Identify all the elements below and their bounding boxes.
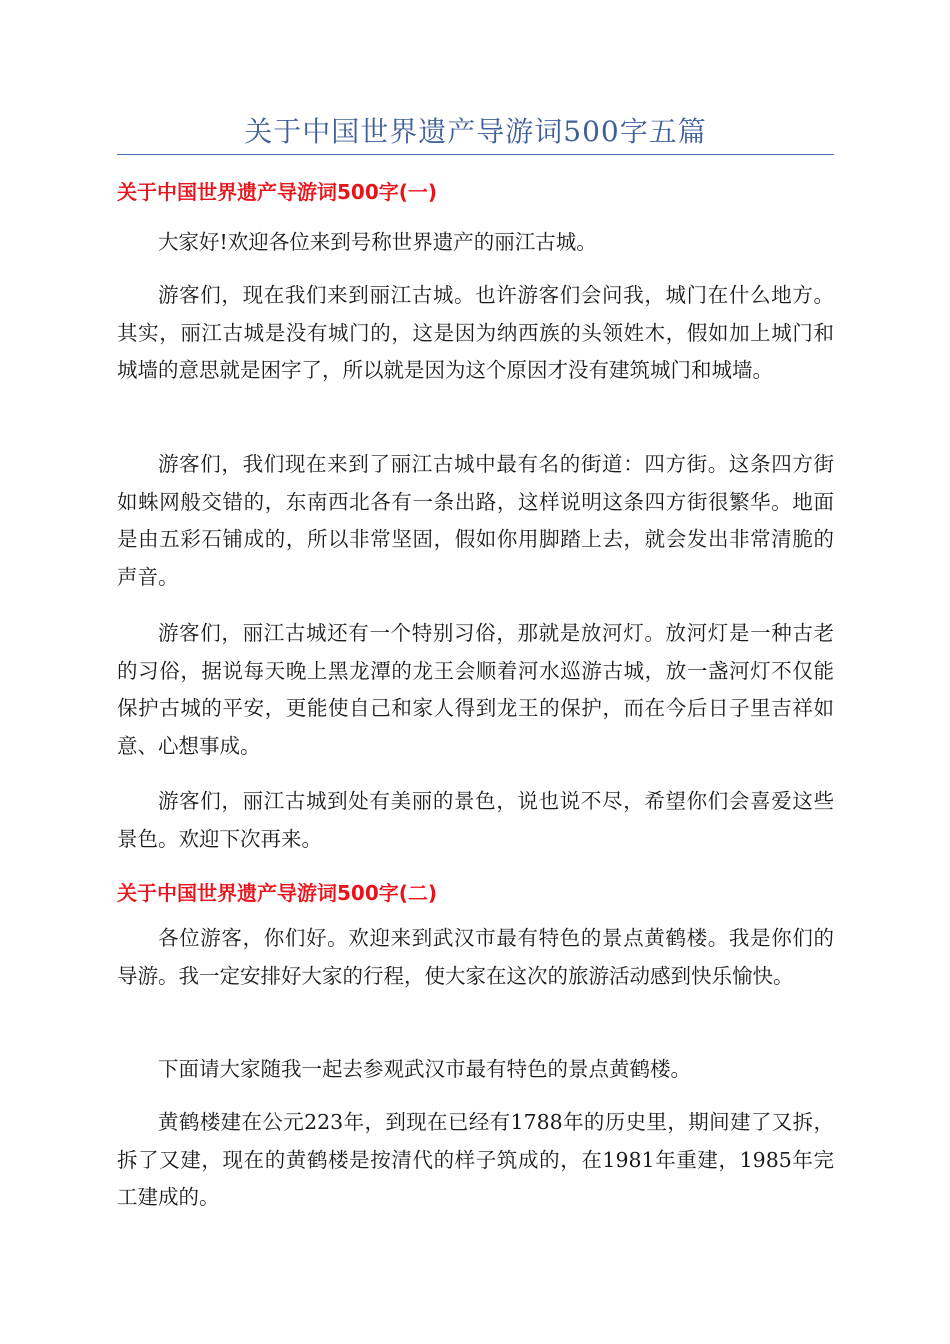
paragraph-1-2: 游客们，现在我们来到丽江古城。也许游客们会问我，城门在什么地方。其实，丽江古城是没有城门的，这是因为纳西族的头领姓木，假如加上城门和城墙的意思就是困字了，所以就是因为这个原因才没有建筑城门和城墙。 — [117, 283, 834, 382]
document-title: 关于中国世界遗产导游词500字五篇 — [244, 115, 707, 148]
paragraph-2-2: 下面请大家随我一起去参观武汉市最有特色的景点黄鹤楼。 — [158, 1057, 691, 1081]
paragraph-2-3: 黄鹤楼建在公元223年，到现在已经有1788年的历史里，期间建了又拆，拆了又建，现在的黄鹤楼是按清代的样子筑成的，在1981年重建，1985年完工建成的。 — [117, 1110, 834, 1209]
paragraph-1-3: 游客们，我们现在来到了丽江古城中最有名的街道：四方街。这条四方街如蛛网般交错的，东南西北各有一条出路，这样说明这条四方街很繁华。地面是由五彩石铺成的，所以非常坚固，假如你用脚踏上去，就会发出非常清脆的声音。 — [117, 452, 834, 589]
paragraph-2-1: 各位游客，你们好。欢迎来到武汉市最有特色的景点黄鹤楼。我是你们的导游。我一定安排好大家的行程，使大家在这次的旅游活动感到快乐愉快。 — [117, 926, 834, 988]
title-underline — [117, 154, 834, 155]
paragraph-1-4: 游客们，丽江古城还有一个特别习俗，那就是放河灯。放河灯是一种古老的习俗，据说每天晚上黑龙潭的龙王会顺着河水巡游古城，放一盏河灯不仅能保护古城的平安，更能使自己和家人得到龙王的保护，而在今后日子里吉祥如意、心想事成。 — [117, 621, 834, 758]
section-heading-2: 关于中国世界遗产导游词500字(二) — [117, 881, 438, 905]
paragraph-1-1: 大家好!欢迎各位来到号称世界遗产的丽江古城。 — [158, 230, 597, 254]
section-heading-1: 关于中国世界遗产导游词500字(一) — [117, 180, 438, 204]
paragraph-1-5: 游客们，丽江古城到处有美丽的景色，说也说不尽，希望你们会喜爱这些景色。欢迎下次再来。 — [117, 789, 834, 851]
